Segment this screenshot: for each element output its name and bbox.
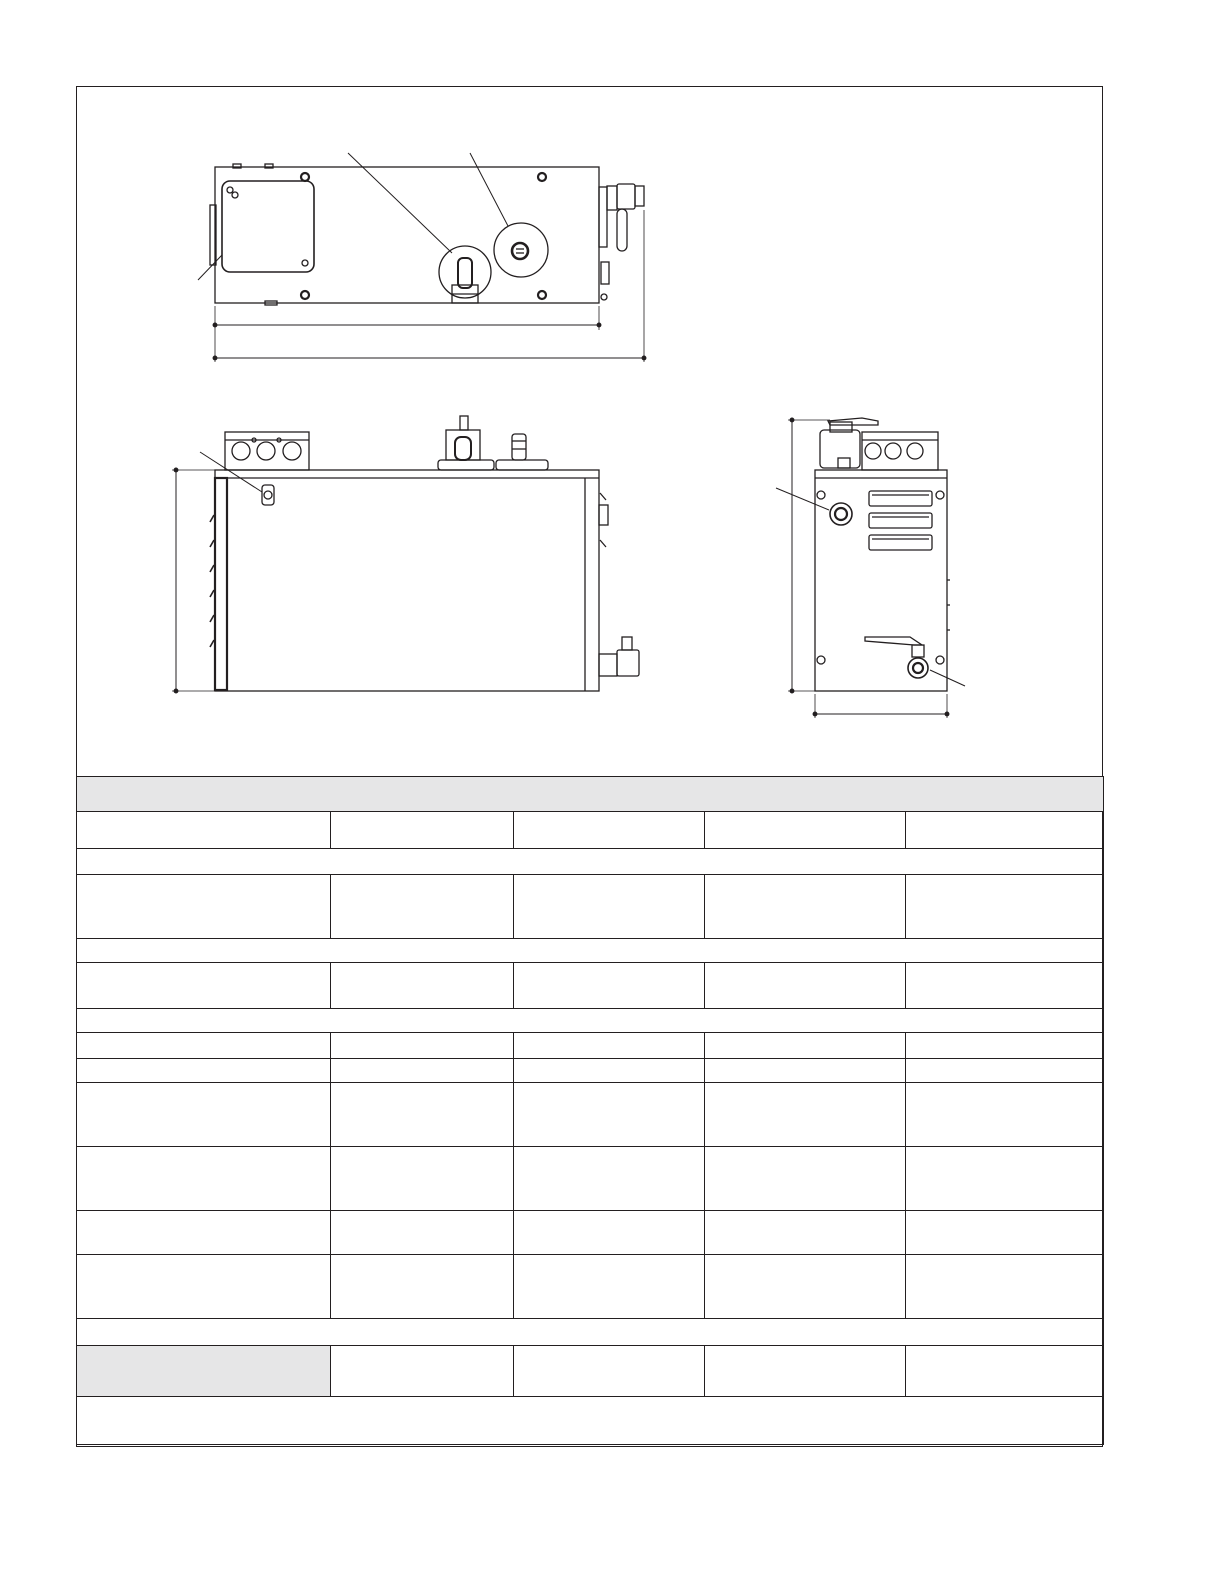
table-cell bbox=[705, 1059, 906, 1083]
table-band-row bbox=[77, 777, 1104, 812]
table-row bbox=[77, 1083, 1104, 1147]
technical-drawing bbox=[0, 0, 1225, 780]
table-cell bbox=[705, 1255, 906, 1319]
table-cell bbox=[906, 1255, 1104, 1319]
table-cell bbox=[705, 1083, 906, 1147]
table-cell bbox=[514, 1346, 705, 1397]
table-cell bbox=[77, 1009, 1104, 1033]
table-cell bbox=[331, 875, 514, 939]
table-cell bbox=[514, 1033, 705, 1059]
table-cell bbox=[77, 849, 1104, 875]
table-cell bbox=[514, 875, 705, 939]
table-cell bbox=[331, 1059, 514, 1083]
table-cell bbox=[906, 1346, 1104, 1397]
table-row bbox=[77, 1346, 1104, 1397]
table-cell bbox=[514, 812, 705, 849]
table-cell bbox=[77, 1346, 331, 1397]
table-cell bbox=[906, 1083, 1104, 1147]
table-row bbox=[77, 1059, 1104, 1083]
table-cell bbox=[331, 1346, 514, 1397]
table-cell bbox=[77, 812, 331, 849]
table-row bbox=[77, 1033, 1104, 1059]
top-view bbox=[198, 153, 646, 362]
table-cell bbox=[331, 1147, 514, 1211]
table-row bbox=[77, 1147, 1104, 1211]
table-cell bbox=[906, 1211, 1104, 1255]
table-cell bbox=[77, 1147, 331, 1211]
table-cell bbox=[705, 963, 906, 1009]
table-cell bbox=[77, 777, 1104, 812]
table-cell bbox=[514, 1059, 705, 1083]
table-section-row bbox=[77, 1009, 1104, 1033]
table-cell bbox=[705, 1346, 906, 1397]
table-cell bbox=[906, 875, 1104, 939]
table-section-row bbox=[77, 1319, 1104, 1346]
table-row bbox=[77, 1211, 1104, 1255]
front-view bbox=[172, 416, 639, 693]
table-cell bbox=[331, 1083, 514, 1147]
table-cell bbox=[77, 1319, 1104, 1346]
table-cell bbox=[331, 1211, 514, 1255]
table-row bbox=[77, 1255, 1104, 1319]
table-cell bbox=[77, 1211, 331, 1255]
table-cell bbox=[77, 963, 331, 1009]
table-footer-row bbox=[77, 1397, 1104, 1445]
table-cell bbox=[331, 1255, 514, 1319]
table-cell bbox=[705, 1211, 906, 1255]
table-cell bbox=[906, 1033, 1104, 1059]
table-cell bbox=[77, 1083, 331, 1147]
table-cell bbox=[705, 1147, 906, 1211]
table-cell bbox=[906, 963, 1104, 1009]
table-cell bbox=[77, 875, 331, 939]
table-cell bbox=[77, 1033, 331, 1059]
side-view bbox=[776, 418, 965, 718]
table-cell bbox=[705, 875, 906, 939]
table-cell bbox=[705, 1033, 906, 1059]
table-row bbox=[77, 812, 1104, 849]
table-cell bbox=[77, 1255, 331, 1319]
table-cell bbox=[514, 963, 705, 1009]
table-row bbox=[77, 875, 1104, 939]
table-cell bbox=[705, 812, 906, 849]
table-row bbox=[77, 963, 1104, 1009]
spec-table bbox=[76, 776, 1104, 1445]
table-cell bbox=[331, 1033, 514, 1059]
table-cell bbox=[514, 1083, 705, 1147]
table-cell bbox=[77, 939, 1104, 963]
table-cell bbox=[514, 1211, 705, 1255]
table-cell bbox=[331, 963, 514, 1009]
table-cell bbox=[77, 1397, 1104, 1445]
table-cell bbox=[331, 812, 514, 849]
table-cell bbox=[514, 1147, 705, 1211]
table-cell bbox=[906, 1147, 1104, 1211]
table-cell bbox=[906, 1059, 1104, 1083]
table-cell bbox=[906, 812, 1104, 849]
table-section-row bbox=[77, 849, 1104, 875]
table-cell bbox=[77, 1059, 331, 1083]
table-section-row bbox=[77, 939, 1104, 963]
table-cell bbox=[514, 1255, 705, 1319]
